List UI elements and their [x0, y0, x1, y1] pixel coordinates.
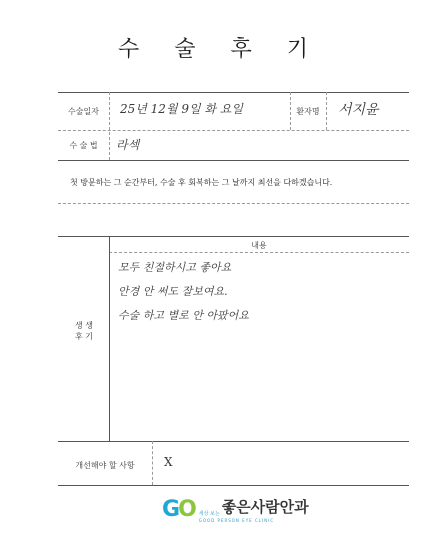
review-side-label: 생 생 후 기: [75, 321, 93, 341]
row-divider: [58, 130, 409, 131]
improvement-value: X: [164, 455, 173, 469]
review-line: 안경 안 써도 잘보여요.: [118, 285, 228, 298]
row-divider: [58, 203, 409, 204]
column-divider: [152, 441, 153, 485]
surgery-method-label: 수 술 법: [69, 141, 98, 150]
logo-letter-g: G: [162, 497, 179, 522]
clinic-logo: [162, 496, 309, 523]
column-divider: [109, 236, 110, 441]
form-title: 수 술 후 기: [118, 37, 322, 62]
surgery-method-value: 라섹: [116, 138, 140, 152]
content-header: 내용: [251, 241, 267, 250]
row-divider: [58, 160, 409, 161]
logo-letter-o: O: [178, 497, 195, 522]
intro-text: 첫 방문하는 그 순간부터, 수술 후 회복하는 그 날까지 최선을 다하겠습니다.: [70, 178, 333, 187]
clinic-subtitle: GOOD PERSON EYE CLINIC: [198, 518, 275, 523]
column-divider: [109, 92, 110, 160]
row-divider: [58, 236, 409, 237]
row-divider: [58, 441, 409, 442]
table-bottom-border: [58, 485, 409, 486]
surgery-date-label: 수술일자: [68, 107, 99, 116]
surgery-date-value: 25년 12월 9일 화 요일: [120, 102, 243, 116]
review-line: 수술 하고 별로 안 아팠어요: [118, 309, 249, 322]
go-logo-mark: [162, 497, 195, 522]
patient-label: 환자명: [296, 107, 320, 116]
logo-small-text: 세상 보는: [198, 511, 220, 517]
patient-name-value: 서지윤: [338, 102, 379, 118]
table-top-border: [58, 92, 409, 93]
review-line: 모두 친절하시고 좋아요: [118, 261, 232, 274]
column-divider: [326, 92, 327, 130]
content-header-divider: [109, 252, 409, 253]
improvement-label: 개선해야 할 사항: [75, 461, 135, 470]
clinic-name: 좋은사람안과: [221, 498, 309, 516]
